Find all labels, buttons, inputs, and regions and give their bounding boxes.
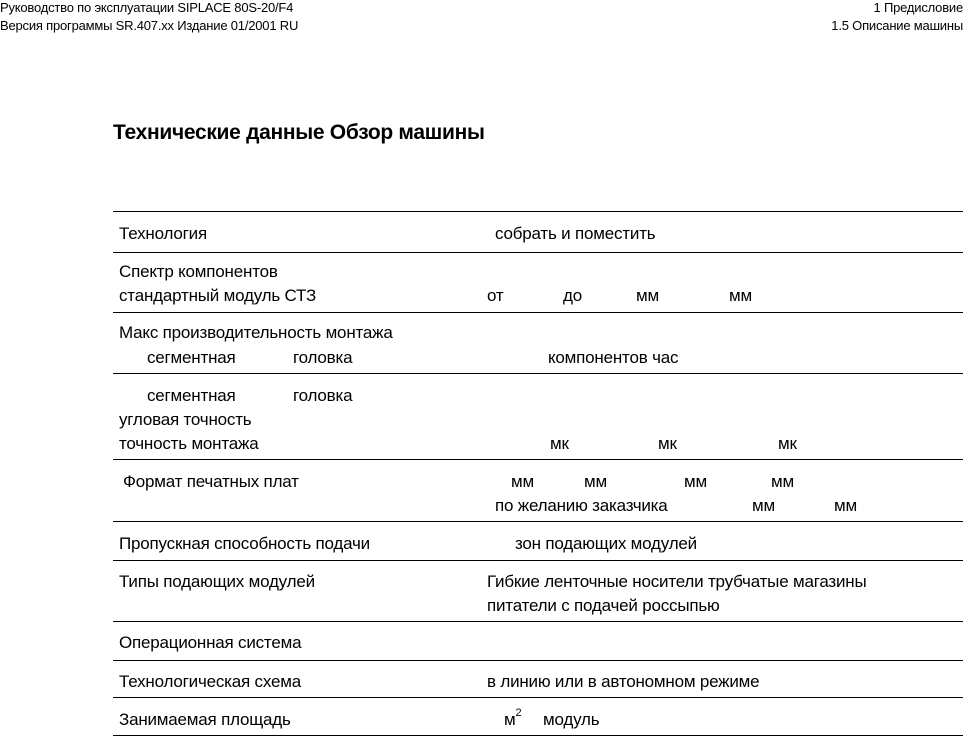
component-range-from: от (487, 286, 504, 305)
technology-value: собрать и поместить (495, 224, 656, 243)
accuracy-head-type: сегментная (147, 386, 236, 405)
accuracy-head: головка (293, 386, 353, 405)
accuracy-unit: мк (778, 434, 797, 453)
table-rule (113, 373, 963, 374)
pcb-format-unit: мм (834, 496, 857, 515)
footprint-unit (504, 707, 522, 730)
throughput-head: головка (293, 348, 353, 367)
pcb-format-label: Формат печатных плат (123, 472, 299, 491)
header-chapter: 1 Предисловие (873, 0, 963, 15)
table-rule (113, 459, 963, 460)
feeder-types-value: Гибкие ленточные носители трубчатые магазины (487, 572, 867, 591)
component-range-sublabel: стандартный модуль СТЗ (119, 286, 317, 305)
table-rule (113, 697, 963, 698)
throughput-label: Макс производительность монтажа (119, 323, 393, 342)
throughput-head-type: сегментная (147, 348, 236, 367)
table-rule (113, 252, 963, 253)
footprint-unit-base: м (504, 710, 516, 729)
angular-accuracy-label: угловая точность (119, 410, 252, 429)
header-section: 1.5 Описание машины (831, 18, 963, 33)
component-range-to: до (563, 286, 582, 305)
table-rule (113, 660, 963, 661)
pcb-format-custom: по желанию заказчика (495, 496, 668, 515)
table-rule (113, 621, 963, 622)
footprint-value: модуль (543, 710, 600, 729)
table-rule (113, 560, 963, 561)
table-rule (113, 211, 963, 212)
feeder-types-value: питатели с подачей россыпью (487, 596, 720, 615)
placement-accuracy-label: точность монтажа (119, 434, 259, 453)
feeder-types-label: Типы подающих модулей (119, 572, 315, 591)
header-version: Версия программы SR.407.xx Издание 01/2001 RU (0, 18, 299, 33)
throughput-value: компонентов час (548, 348, 679, 367)
accuracy-unit: мк (550, 434, 569, 453)
component-range-unit: мм (729, 286, 752, 305)
page-title: Технические данные Обзор машины (113, 121, 485, 144)
header-manual-title: Руководство по эксплуатации SIPLACE 80S-20/F4 (0, 0, 294, 15)
feeder-capacity-value: зон подающих модулей (515, 534, 697, 553)
technology-label: Технология (119, 224, 207, 243)
footprint-label: Занимаемая площадь (119, 710, 291, 729)
os-label: Операционная система (119, 633, 302, 652)
flow-label: Технологическая схема (119, 672, 301, 691)
accuracy-unit: мк (658, 434, 677, 453)
pcb-format-unit: мм (684, 472, 707, 491)
flow-value: в линию или в автономном режиме (487, 672, 760, 691)
pcb-format-unit: мм (771, 472, 794, 491)
pcb-format-unit: мм (584, 472, 607, 491)
feeder-capacity-label: Пропускная способность подачи (119, 534, 370, 553)
pcb-format-unit: мм (752, 496, 775, 515)
component-range-label: Спектр компонентов (119, 262, 278, 281)
footprint-unit-exponent: 2 (515, 707, 522, 720)
pcb-format-unit: мм (511, 472, 534, 491)
component-range-unit: мм (636, 286, 659, 305)
table-rule (113, 312, 963, 313)
table-rule (113, 521, 963, 522)
